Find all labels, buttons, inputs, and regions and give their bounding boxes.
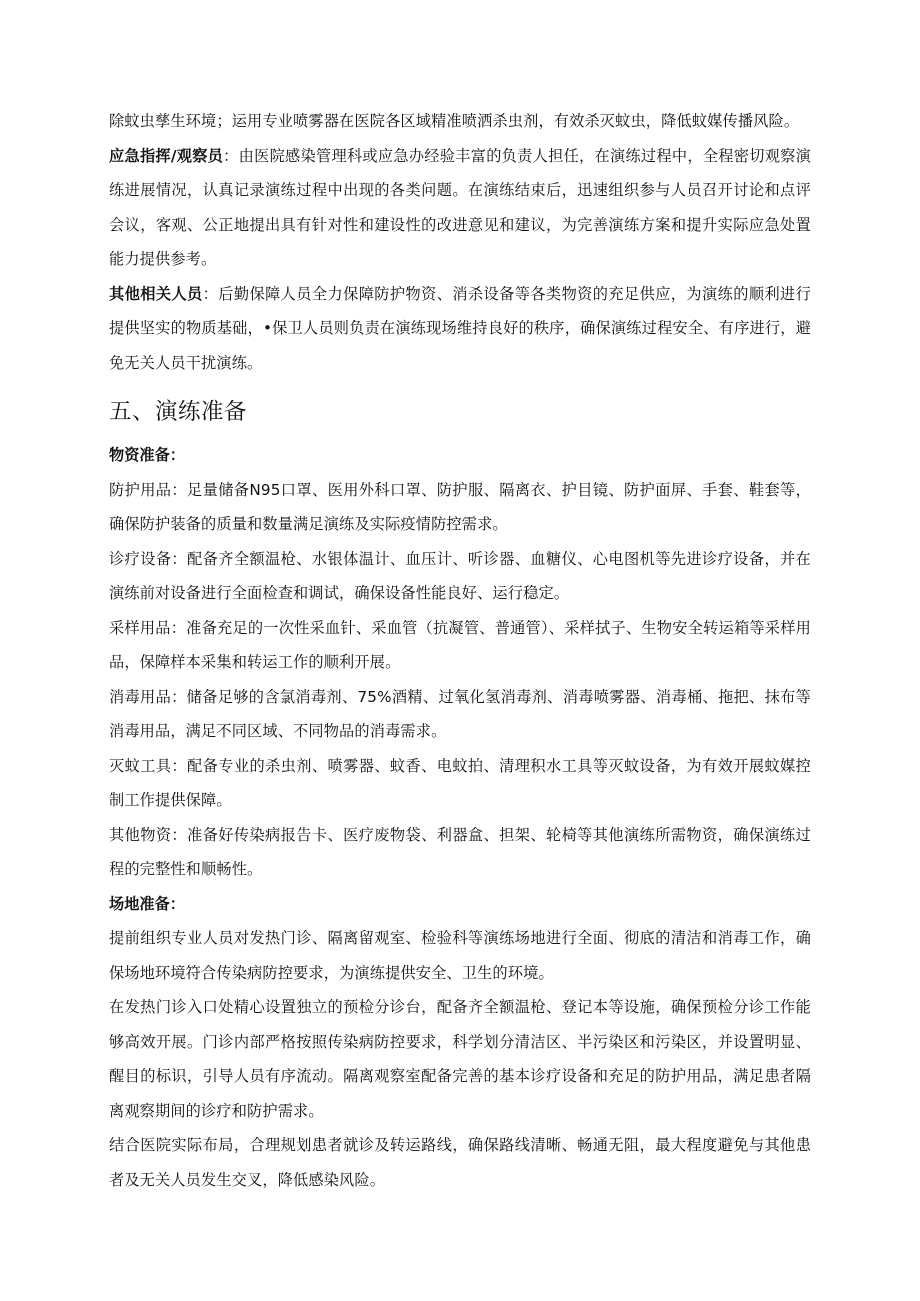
paragraph-other-supplies: 其他物资：准备好传染病报告卡、医疗废物袋、利器盒、担架、轮椅等其他演练所需物资，确保演练过程的完整性和顺畅性。 [109,825,811,878]
paragraph-continuation: 除蚊虫孳生环境；运用专业喷雾器在医院各区域精准喷洒杀虫剂，有效杀灭蚊虫，降低蚊媒传播风险。 [109,112,800,130]
section-heading-preparation: 五、演练准备 [109,399,248,425]
paragraph-observer [109,139,811,277]
paragraph-sampling-supplies: 采样用品：准备充足的一次性采血针、采血管（抗凝管、普通管）、采样拭子、生物安全转运箱等采样用品，保障样本采集和转运工作的顺利开展。 [109,618,811,671]
paragraph-disinfection-supplies: 消毒用品：储备足够的含氯消毒剂、75%酒精、过氧化氢消毒剂、消毒喷雾器、消毒桶、拖把、抹布等消毒用品，满足不同区域、不同物品的消毒需求。 [109,687,811,740]
paragraph-diagnostic-equipment: 诊疗设备：配备齐全额温枪、水银体温计、血压计、听诊器、血糖仪、心电图机等先进诊疗设备，并在演练前对设备进行全面检查和调试，确保设备性能良好、运行稳定。 [109,549,811,602]
paragraph-protective-supplies: 防护用品：足量储备N95口罩、医用外科口罩、防护服、隔离衣、护目镜、防护面屏、手套、鞋套等，确保防护装备的质量和数量满足演练及实际疫情防控需求。 [109,480,811,533]
other-personnel-label: 其他相关人员 [109,284,203,303]
other-personnel-text: ：后勤保障人员全力保障防护物资、消杀设备等各类物资的充足供应，为演练的顺利进行提供坚实的物质基础，•保卫人员则负责在演练现场维持良好的秩序，确保演练过程安全、有序进行，避免无关人员干扰演练。 [109,284,811,372]
paragraph-venue-triage: 在发热门诊入口处精心设置独立的预检分诊台，配备齐全额温枪、登记本等设施，确保预检分诊工作能够高效开展。门诊内部严格按照传染病防控要求，科学划分清洁区、半污染区和污染区，并设置明显、醒目的标识，引导人员有序流动。隔离观察室配备完善的基本诊疗设备和充足的防护用品，满足患者隔离观察期间的诊疗和防护需求。 [109,998,811,1120]
observer-label: 应急指挥/观察员 [109,146,224,165]
document-page [109,104,811,1197]
paragraph-other-personnel [109,277,811,381]
paragraph-mosquito-tools: 灭蚊工具：配备专业的杀虫剂、喷雾器、蚊香、电蚊拍、清理积水工具等灭蚊设备，为有效开展蚊媒控制工作提供保障。 [109,756,811,809]
venue-heading: 场地准备： [109,894,185,913]
observer-text: ：由医院感染管理科或应急办经验丰富的负责人担任，在演练过程中，全程密切观察演练进展情况，认真记录演练过程中出现的各类问题。在演练结束后，迅速组织参与人员召开讨论和点评会议，客观、公正地提出具有针对性和建设性的改进意见和建议，为完善演练方案和提升实际应急处置能力提供参考。 [109,146,812,268]
materials-heading: 物资准备： [109,446,185,464]
paragraph-venue-routes: 结合医院实际布局，合理规划患者就诊及转运路线，确保路线清晰、畅通无阻，最大程度避免与其他患者及无关人员发生交叉，降低感染风险。 [109,1136,811,1189]
paragraph-venue-cleaning: 提前组织专业人员对发热门诊、隔离留观室、检验科等演练场地进行全面、彻底的清洁和消毒工作，确保场地环境符合传染病防控要求，为演练提供安全、卫生的环境。 [109,929,811,982]
